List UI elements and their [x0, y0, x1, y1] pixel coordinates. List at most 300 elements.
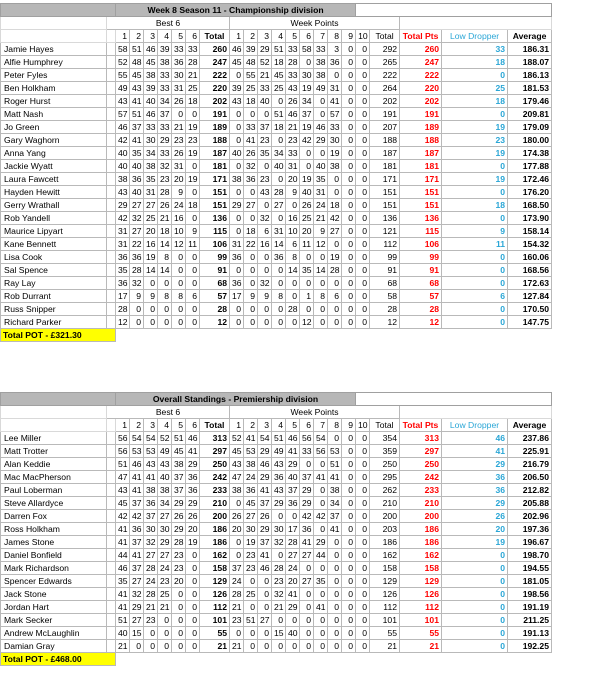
best-score: 21	[144, 601, 158, 614]
week-score: 26	[286, 95, 300, 108]
average: 225.91	[508, 445, 552, 458]
week-score: 0	[356, 69, 370, 82]
week-score: 51	[328, 458, 342, 471]
row-spacer	[107, 471, 116, 484]
week-score: 0	[300, 56, 314, 69]
week-score: 0	[356, 432, 370, 445]
week-score: 0	[356, 290, 370, 303]
week-total: 28	[370, 303, 400, 316]
best-col-header: 5	[172, 30, 186, 43]
best-total: 106	[200, 238, 230, 251]
week-score: 41	[286, 445, 300, 458]
best-score: 30	[144, 523, 158, 536]
average: 147.75	[508, 316, 552, 329]
week-score: 0	[314, 277, 328, 290]
best-score: 35	[130, 147, 144, 160]
pot-row	[1, 653, 552, 666]
row-spacer	[107, 264, 116, 277]
best-score: 32	[130, 212, 144, 225]
best-total: 136	[200, 212, 230, 225]
low-dropper: 0	[442, 601, 508, 614]
week-score: 41	[328, 523, 342, 536]
week-score: 0	[356, 277, 370, 290]
week-score: 0	[258, 316, 272, 329]
week-score: 31	[230, 238, 244, 251]
best-total: 151	[200, 186, 230, 199]
week-score: 36	[230, 251, 244, 264]
best-total-header: Total	[200, 30, 230, 43]
week-score: 0	[272, 173, 286, 186]
best-score: 36	[130, 173, 144, 186]
total-pts: 21	[400, 640, 442, 653]
average: 127.84	[508, 290, 552, 303]
best-col-header: 3	[144, 419, 158, 432]
week-score: 0	[230, 627, 244, 640]
best-score: 0	[144, 277, 158, 290]
best-score: 19	[186, 536, 200, 549]
week-score: 29	[286, 601, 300, 614]
row-spacer	[107, 199, 116, 212]
week-total: 186	[370, 536, 400, 549]
best-score: 21	[158, 212, 172, 225]
best-score: 42	[130, 510, 144, 523]
best-score: 41	[144, 471, 158, 484]
total-pts: 171	[400, 173, 442, 186]
low-dropper: 26	[442, 510, 508, 523]
best-score: 39	[144, 82, 158, 95]
week-score: 27	[244, 199, 258, 212]
row-spacer	[107, 108, 116, 121]
week-score: 0	[272, 549, 286, 562]
week-score: 0	[342, 82, 356, 95]
week-score: 19	[244, 536, 258, 549]
week-score: 0	[342, 186, 356, 199]
week-score: 21	[314, 212, 328, 225]
low-dropper: 19	[442, 173, 508, 186]
best-total: 220	[200, 82, 230, 95]
total-pts: 106	[400, 238, 442, 251]
best-score: 29	[186, 497, 200, 510]
week-score: 0	[272, 95, 286, 108]
best-score: 0	[130, 640, 144, 653]
best-score: 46	[116, 562, 130, 575]
low-dropper: 18	[442, 56, 508, 69]
best-score: 54	[130, 432, 144, 445]
best-score: 34	[158, 497, 172, 510]
week-col-header: 8	[328, 30, 342, 43]
week-score: 0	[300, 588, 314, 601]
best-total: 222	[200, 69, 230, 82]
best-score: 19	[186, 147, 200, 160]
best-score: 37	[130, 536, 144, 549]
best-score: 0	[158, 627, 172, 640]
week-total: 91	[370, 264, 400, 277]
week-total: 129	[370, 575, 400, 588]
week-score: 0	[342, 536, 356, 549]
low-dropper: 36	[442, 484, 508, 497]
average: 237.86	[508, 432, 552, 445]
player-name: Jamie Hayes	[1, 43, 107, 56]
week-score: 0	[286, 290, 300, 303]
best-score: 12	[172, 238, 186, 251]
best-score: 33	[158, 82, 172, 95]
week-total: 292	[370, 43, 400, 56]
average: 168.50	[508, 199, 552, 212]
week-score: 0	[342, 134, 356, 147]
table-row	[1, 523, 552, 536]
total-pts: 151	[400, 186, 442, 199]
player-name: Rob Yandell	[1, 212, 107, 225]
week-points-label: Week Points	[230, 406, 400, 419]
week-score: 45	[230, 445, 244, 458]
total-pts: 151	[400, 199, 442, 212]
total-pts: 297	[400, 445, 442, 458]
week-score: 0	[356, 186, 370, 199]
best-score: 57	[116, 108, 130, 121]
week-score: 0	[328, 432, 342, 445]
player-name: Mark Secker	[1, 614, 107, 627]
row-spacer	[107, 588, 116, 601]
best-score: 51	[172, 432, 186, 445]
week-score: 37	[300, 108, 314, 121]
week-score: 43	[272, 458, 286, 471]
row-spacer	[107, 484, 116, 497]
best-score: 9	[172, 186, 186, 199]
week-score: 6	[328, 290, 342, 303]
best-total-header: Total	[200, 419, 230, 432]
row-spacer	[107, 160, 116, 173]
week-score: 46	[286, 108, 300, 121]
week-score: 30	[328, 134, 342, 147]
week-score: 32	[258, 277, 272, 290]
best-total: 171	[200, 173, 230, 186]
table-row	[1, 277, 552, 290]
row-spacer	[107, 212, 116, 225]
low-dropper: 0	[442, 588, 508, 601]
best-score: 27	[158, 549, 172, 562]
best-score: 51	[130, 108, 144, 121]
average: 180.00	[508, 134, 552, 147]
week-score: 26	[300, 199, 314, 212]
total-pts: 242	[400, 471, 442, 484]
best-score: 18	[186, 95, 200, 108]
best-score: 34	[158, 95, 172, 108]
best-score: 0	[172, 108, 186, 121]
week-score: 38	[230, 484, 244, 497]
week-score: 0	[328, 186, 342, 199]
best-score: 36	[116, 251, 130, 264]
best-total: 115	[200, 225, 230, 238]
average: 198.56	[508, 588, 552, 601]
best-score: 42	[116, 212, 130, 225]
week-score: 0	[230, 108, 244, 121]
week-score: 0	[230, 316, 244, 329]
best-score: 23	[172, 549, 186, 562]
average: 205.88	[508, 497, 552, 510]
best-total: 210	[200, 497, 230, 510]
row-spacer	[107, 523, 116, 536]
week-score: 42	[300, 134, 314, 147]
low-dropper: 9	[442, 225, 508, 238]
average: 174.38	[508, 147, 552, 160]
table-row	[1, 445, 552, 458]
best-score: 38	[158, 484, 172, 497]
week-score: 41	[300, 536, 314, 549]
best-score: 25	[144, 212, 158, 225]
week-score: 32	[272, 588, 286, 601]
week-score: 0	[342, 108, 356, 121]
week-score: 0	[342, 251, 356, 264]
week-col-header: 9	[342, 30, 356, 43]
best-score: 27	[144, 199, 158, 212]
week-score: 52	[230, 432, 244, 445]
best-col-header: 6	[186, 30, 200, 43]
week-score: 40	[286, 471, 300, 484]
week-score: 0	[356, 484, 370, 497]
low-dropper: 0	[442, 277, 508, 290]
best-score: 36	[172, 56, 186, 69]
best-score: 20	[172, 173, 186, 186]
week-score: 18	[272, 121, 286, 134]
best-score: 30	[158, 523, 172, 536]
row-spacer	[107, 82, 116, 95]
best-score: 0	[186, 186, 200, 199]
average: 168.56	[508, 264, 552, 277]
week-score: 33	[328, 121, 342, 134]
week-score: 0	[342, 497, 356, 510]
best-total: 101	[200, 614, 230, 627]
table-row	[1, 432, 552, 445]
week-score: 0	[342, 445, 356, 458]
week-score: 0	[272, 316, 286, 329]
best-score: 42	[116, 510, 130, 523]
best-score: 46	[116, 121, 130, 134]
best-score: 28	[130, 264, 144, 277]
group-blank	[1, 406, 107, 419]
week-score: 40	[314, 160, 328, 173]
week-score: 57	[328, 108, 342, 121]
table-row	[1, 238, 552, 251]
best-score: 0	[186, 562, 200, 575]
table-row	[1, 536, 552, 549]
week-score: 43	[272, 484, 286, 497]
best-col-header: 2	[130, 419, 144, 432]
player-name: Roger Hurst	[1, 95, 107, 108]
week-score: 0	[314, 484, 328, 497]
best-score: 23	[172, 562, 186, 575]
week-score: 0	[230, 186, 244, 199]
week-score: 0	[356, 510, 370, 523]
week-col-header: 10	[356, 419, 370, 432]
week-score: 0	[244, 303, 258, 316]
best-score: 12	[116, 316, 130, 329]
week-score: 41	[314, 471, 328, 484]
total-pts-header: Total Pts	[400, 30, 442, 43]
week-score: 23	[230, 614, 244, 627]
week-score: 0	[328, 69, 342, 82]
week-score: 21	[272, 601, 286, 614]
week-score: 0	[272, 277, 286, 290]
table-row	[1, 43, 552, 56]
week-score: 27	[300, 549, 314, 562]
week-score: 48	[244, 56, 258, 69]
week-total: 55	[370, 627, 400, 640]
week-score: 22	[244, 238, 258, 251]
best-score: 40	[130, 186, 144, 199]
week-score: 23	[272, 575, 286, 588]
best-score: 0	[144, 627, 158, 640]
player-name: Alan Keddie	[1, 458, 107, 471]
table-row	[1, 575, 552, 588]
player-name: Matt Nash	[1, 108, 107, 121]
week-score: 0	[342, 199, 356, 212]
group-header-row	[1, 406, 552, 419]
title-spacer	[1, 4, 116, 17]
week-col-header: 2	[244, 30, 258, 43]
week-score: 6	[258, 225, 272, 238]
total-pts: 12	[400, 316, 442, 329]
week-score: 34	[300, 95, 314, 108]
week-score: 0	[342, 601, 356, 614]
title-blank	[356, 393, 552, 406]
week-score: 29	[300, 484, 314, 497]
total-pts: 313	[400, 432, 442, 445]
average: 191.19	[508, 601, 552, 614]
best-score: 0	[186, 601, 200, 614]
average: 154.32	[508, 238, 552, 251]
week-score: 0	[356, 575, 370, 588]
week-score: 23	[258, 173, 272, 186]
week-score: 0	[356, 147, 370, 160]
low-dropper: 0	[442, 562, 508, 575]
week-score: 0	[230, 212, 244, 225]
week-score: 27	[244, 510, 258, 523]
week-score: 8	[286, 251, 300, 264]
week-score: 0	[300, 562, 314, 575]
week-score: 20	[286, 575, 300, 588]
low-dropper: 20	[442, 523, 508, 536]
best-score: 25	[158, 588, 172, 601]
week-score: 0	[230, 303, 244, 316]
best-score: 37	[172, 484, 186, 497]
week-score: 0	[356, 43, 370, 56]
week-score: 0	[356, 56, 370, 69]
total-pot: Total POT - £468.00	[1, 653, 116, 666]
low-dropper: 19	[442, 121, 508, 134]
week-score: 0	[244, 277, 258, 290]
best-score: 49	[116, 82, 130, 95]
week-score: 38	[244, 458, 258, 471]
week-score: 9	[244, 290, 258, 303]
row-spacer	[107, 69, 116, 82]
week-score: 0	[356, 614, 370, 627]
row-spacer	[107, 549, 116, 562]
week-score: 56	[300, 432, 314, 445]
best-score: 27	[144, 549, 158, 562]
week-total: 101	[370, 614, 400, 627]
best-score: 23	[158, 173, 172, 186]
week-score: 33	[300, 445, 314, 458]
table-row	[1, 225, 552, 238]
best-score: 41	[186, 445, 200, 458]
row-spacer	[107, 134, 116, 147]
low-dropper: 41	[442, 445, 508, 458]
best-score: 33	[158, 121, 172, 134]
week-total: 58	[370, 290, 400, 303]
low-dropper: 0	[442, 627, 508, 640]
week-score: 24	[286, 562, 300, 575]
week-score: 12	[300, 316, 314, 329]
week-col-header: 1	[230, 419, 244, 432]
best-score: 0	[172, 264, 186, 277]
best-score: 0	[172, 251, 186, 264]
week-score: 0	[300, 640, 314, 653]
best-score: 31	[116, 238, 130, 251]
week-score: 29	[230, 199, 244, 212]
week-score: 42	[314, 510, 328, 523]
average: 191.13	[508, 627, 552, 640]
premiership-table	[0, 392, 552, 666]
week-col-header: 10	[356, 30, 370, 43]
week-total: 295	[370, 471, 400, 484]
week-score: 0	[314, 627, 328, 640]
week-score: 15	[272, 627, 286, 640]
week-score: 40	[230, 147, 244, 160]
player-name: Maurice Lipyart	[1, 225, 107, 238]
player-name: Kane Bennett	[1, 238, 107, 251]
week-score: 0	[272, 303, 286, 316]
week-score: 30	[244, 523, 258, 536]
week-col-header: 2	[244, 419, 258, 432]
best-score: 0	[172, 640, 186, 653]
best-score: 37	[130, 121, 144, 134]
week-score: 38	[230, 173, 244, 186]
row-spacer	[107, 640, 116, 653]
week-score: 17	[286, 523, 300, 536]
best-score: 0	[186, 303, 200, 316]
best-score: 23	[172, 134, 186, 147]
week-score: 33	[286, 147, 300, 160]
division-title-row	[1, 4, 552, 17]
week-score: 0	[230, 160, 244, 173]
low-dropper: 6	[442, 290, 508, 303]
best-score: 36	[116, 277, 130, 290]
week-score: 51	[272, 43, 286, 56]
week-score: 43	[258, 186, 272, 199]
row-spacer	[107, 316, 116, 329]
week-score: 0	[342, 562, 356, 575]
week-score: 0	[258, 251, 272, 264]
best-score: 46	[130, 458, 144, 471]
best-score: 37	[144, 510, 158, 523]
week-score: 38	[328, 160, 342, 173]
player-name: Daniel Bonfield	[1, 549, 107, 562]
row-spacer	[107, 43, 116, 56]
best-score: 14	[144, 264, 158, 277]
average: 172.63	[508, 277, 552, 290]
week-total: 191	[370, 108, 400, 121]
player-name: Mac MacPherson	[1, 471, 107, 484]
total-pts: 162	[400, 549, 442, 562]
best-score: 26	[172, 510, 186, 523]
table-row	[1, 69, 552, 82]
player-name: Richard Parker	[1, 316, 107, 329]
best-col-header: 1	[116, 419, 130, 432]
average: 179.46	[508, 95, 552, 108]
row-spacer	[107, 290, 116, 303]
best-score: 23	[158, 575, 172, 588]
week-score: 23	[244, 549, 258, 562]
